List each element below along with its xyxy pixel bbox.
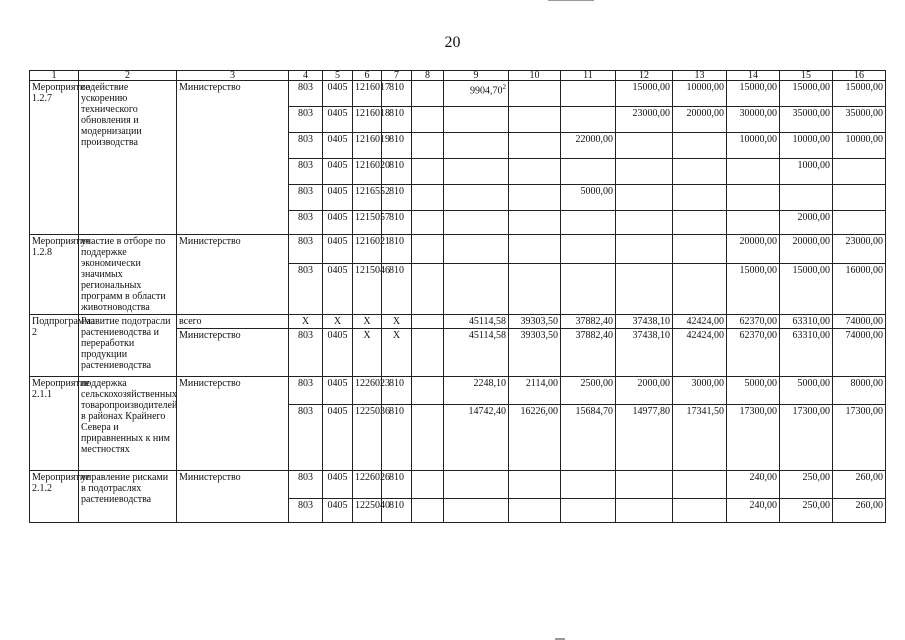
amount-cell: [780, 499, 833, 523]
amount-cell: [673, 133, 727, 159]
code-cell: 0405: [323, 329, 353, 377]
code-cell: 0405: [323, 471, 353, 499]
code-cell: 810: [382, 81, 412, 107]
header-cell: 10: [509, 71, 561, 81]
amount-cell: [833, 81, 886, 107]
amount-cell: [780, 471, 833, 499]
code-cell: 810: [382, 159, 412, 185]
code-cell: 803: [289, 159, 323, 185]
amount-cell: [673, 377, 727, 405]
amount-cell: [727, 405, 780, 471]
amount-value: 35000,00: [792, 108, 830, 119]
amount-cell: [444, 264, 509, 315]
amount-value: 5000,00: [580, 186, 613, 197]
amount-cell: [780, 405, 833, 471]
amount-cell: [509, 264, 561, 315]
code-cell: X: [323, 315, 353, 329]
amount-value: 15000,00: [792, 82, 830, 93]
code-cell: 0405: [323, 211, 353, 235]
amount-value: 15000,00: [792, 265, 830, 277]
amount-cell: [616, 235, 673, 264]
amount-cell: [780, 264, 833, 315]
amount-cell: [727, 315, 780, 329]
header-cell: 11: [561, 71, 616, 81]
amount-cell: [833, 133, 886, 159]
code-cell: 803: [289, 377, 323, 405]
amount-value: 260,00: [855, 472, 883, 483]
code-cell: 0405: [323, 235, 353, 264]
code-cell: 803: [289, 211, 323, 235]
amount-cell: [616, 133, 673, 159]
amount-value: 62370,00: [739, 330, 777, 341]
amount-cell: [509, 377, 561, 405]
code-cell: [412, 471, 444, 499]
amount-cell: [616, 405, 673, 471]
amount-value: 45114,58: [468, 316, 506, 327]
scan-mark-top: [548, 0, 594, 1]
amount-cell: [727, 133, 780, 159]
header-cell: 13: [673, 71, 727, 81]
measure-name-cell: Развитие подотрасли растениеводства и переработки продукции растениеводства: [79, 315, 177, 377]
amount-cell: [727, 235, 780, 264]
code-cell: 1216018: [353, 107, 382, 133]
amount-cell: [673, 107, 727, 133]
code-cell: 810: [382, 264, 412, 315]
code-cell: [412, 159, 444, 185]
amount-value: 2000,00: [797, 212, 830, 223]
code-cell: [412, 107, 444, 133]
amount-cell: [616, 211, 673, 235]
code-cell: 0405: [323, 133, 353, 159]
amount-cell: [561, 107, 616, 133]
amount-cell: [673, 211, 727, 235]
amount-value: 2000,00: [637, 378, 670, 389]
amount-cell: [727, 264, 780, 315]
footnote-mark: 2: [502, 83, 506, 91]
measure-name-cell: поддержка сельскохозяйственных товаропроизводителей в районах Крайнего Севера и приравненных к ним местностях: [79, 377, 177, 471]
amount-cell: [561, 159, 616, 185]
amount-value: 17300,00: [792, 406, 830, 417]
code-cell: [412, 185, 444, 211]
code-cell: 803: [289, 133, 323, 159]
amount-cell: [727, 211, 780, 235]
amount-cell: [833, 211, 886, 235]
amount-cell: [780, 235, 833, 264]
code-cell: 0405: [323, 81, 353, 107]
code-cell: 810: [382, 107, 412, 133]
amount-cell: [561, 185, 616, 211]
amount-cell: [509, 211, 561, 235]
header-cell: 15: [780, 71, 833, 81]
amount-value: 62370,00: [739, 316, 777, 327]
code-cell: 1216019: [353, 133, 382, 159]
code-cell: 1226026: [353, 471, 382, 499]
executor-cell: Министерство: [177, 329, 289, 377]
amount-cell: [616, 315, 673, 329]
executor-cell: Министерство: [177, 377, 289, 471]
amount-cell: [509, 315, 561, 329]
code-cell: X: [353, 315, 382, 329]
executor-cell: Министерство: [177, 81, 289, 235]
code-cell: X: [382, 315, 412, 329]
amount-cell: [833, 107, 886, 133]
amount-cell: [673, 405, 727, 471]
amount-value: 37438,10: [632, 316, 670, 327]
code-cell: 0405: [323, 405, 353, 471]
amount-cell: [561, 315, 616, 329]
code-cell: 803: [289, 329, 323, 377]
amount-cell: [616, 107, 673, 133]
amount-cell: [833, 315, 886, 329]
header-cell: 7: [382, 71, 412, 81]
header-row: [30, 71, 886, 81]
code-cell: 0405: [323, 159, 353, 185]
amount-value: 37438,10: [632, 330, 670, 341]
amount-cell: [780, 377, 833, 405]
amount-cell: [444, 235, 509, 264]
amount-value: 10000,00: [845, 134, 883, 145]
amount-cell: [444, 107, 509, 133]
code-cell: X: [353, 329, 382, 377]
amount-cell: [444, 159, 509, 185]
amount-cell: [780, 133, 833, 159]
amount-cell: [833, 159, 886, 185]
code-cell: 1216021: [353, 235, 382, 264]
amount-value: 63310,00: [792, 330, 830, 341]
code-cell: 803: [289, 405, 323, 471]
amount-value: 10000,00: [686, 82, 724, 93]
header-cell: 9: [444, 71, 509, 81]
amount-value: 17300,00: [845, 406, 883, 417]
amount-cell: [561, 377, 616, 405]
amount-value: 9904,70: [470, 85, 503, 97]
code-cell: 0405: [323, 264, 353, 315]
code-cell: 1226023: [353, 377, 382, 405]
header-cell: 1: [30, 71, 79, 81]
code-cell: 1225036: [353, 405, 382, 471]
amount-value: 30000,00: [739, 108, 777, 119]
amount-cell: [561, 264, 616, 315]
amount-cell: [561, 499, 616, 523]
amount-cell: [616, 185, 673, 211]
code-cell: 1216552: [353, 185, 382, 211]
amount-cell: [780, 159, 833, 185]
amount-cell: [727, 471, 780, 499]
code-cell: X: [382, 329, 412, 377]
header-cell: 2: [79, 71, 177, 81]
code-cell: [412, 235, 444, 264]
amount-cell: [673, 235, 727, 264]
amount-cell: [780, 81, 833, 107]
code-cell: 1225040: [353, 499, 382, 523]
amount-cell: [673, 315, 727, 329]
amount-value: 1000,00: [797, 160, 830, 171]
measure-code-cell: Мероприятие 1.2.8: [30, 235, 79, 315]
amount-value: 250,00: [802, 500, 830, 511]
amount-cell: [509, 159, 561, 185]
code-cell: 810: [382, 211, 412, 235]
amount-cell: [833, 185, 886, 211]
amount-cell: [444, 329, 509, 377]
amount-cell: [673, 329, 727, 377]
amount-cell: [444, 315, 509, 329]
amount-value: 10000,00: [792, 134, 830, 145]
code-cell: 1215057: [353, 211, 382, 235]
code-cell: [412, 264, 444, 315]
amount-cell: [616, 81, 673, 107]
amount-value: 20000,00: [792, 236, 830, 247]
amount-cell: [509, 329, 561, 377]
amount-cell: [780, 211, 833, 235]
amount-cell: [444, 377, 509, 405]
amount-cell: [727, 499, 780, 523]
amount-value: 23000,00: [632, 108, 670, 119]
amount-cell: [616, 159, 673, 185]
code-cell: 810: [382, 235, 412, 264]
code-cell: 1216017: [353, 81, 382, 107]
code-cell: 0405: [323, 107, 353, 133]
amount-cell: [833, 499, 886, 523]
amount-value: 16000,00: [845, 265, 883, 277]
code-cell: [412, 133, 444, 159]
amount-cell: [727, 81, 780, 107]
code-cell: 803: [289, 81, 323, 107]
amount-value: 35000,00: [845, 108, 883, 119]
amount-value: 10000,00: [739, 134, 777, 145]
amount-cell: [444, 499, 509, 523]
amount-value: 45114,58: [468, 330, 506, 341]
amount-value: 39303,50: [520, 330, 558, 341]
amount-cell: [673, 81, 727, 107]
table-row: [30, 377, 886, 405]
code-cell: 1216020: [353, 159, 382, 185]
amount-cell: [444, 133, 509, 159]
amount-value: 2114,00: [525, 378, 558, 389]
amount-value: 63310,00: [792, 316, 830, 327]
amount-cell: [561, 133, 616, 159]
amount-cell: [833, 471, 886, 499]
header-cell: 6: [353, 71, 382, 81]
amount-value: 250,00: [802, 472, 830, 483]
amount-value: 14977,80: [632, 406, 670, 417]
amount-cell: [833, 405, 886, 471]
amount-value: 74000,00: [845, 316, 883, 327]
amount-cell: [509, 107, 561, 133]
code-cell: 803: [289, 471, 323, 499]
amount-value: 15000,00: [632, 82, 670, 93]
amount-cell: [673, 185, 727, 211]
amount-cell: [509, 235, 561, 264]
amount-value: 3000,00: [691, 378, 724, 389]
amount-value: 74000,00: [845, 330, 883, 341]
code-cell: [412, 499, 444, 523]
code-cell: 810: [382, 405, 412, 471]
amount-cell: [727, 185, 780, 211]
measure-code-cell: Подпрограмма 2: [30, 315, 79, 377]
amount-cell: [616, 499, 673, 523]
amount-cell: [727, 107, 780, 133]
amount-value: 2248,10: [473, 378, 506, 389]
amount-value: 37882,40: [575, 330, 613, 341]
amount-cell: [673, 499, 727, 523]
amount-cell: [673, 159, 727, 185]
amount-value: 15000,00: [739, 265, 777, 277]
amount-cell: [727, 377, 780, 405]
amount-value: 20000,00: [686, 108, 724, 119]
amount-value: 14742,40: [468, 406, 506, 417]
header-cell: 12: [616, 71, 673, 81]
code-cell: 803: [289, 107, 323, 133]
code-cell: 810: [382, 133, 412, 159]
page-number: 20: [444, 34, 461, 51]
amount-value: 17341,50: [686, 406, 724, 417]
amount-cell: [509, 499, 561, 523]
amount-cell: [833, 329, 886, 377]
amount-value: 15000,00: [845, 82, 883, 93]
amount-cell: [616, 264, 673, 315]
code-cell: [412, 81, 444, 107]
code-cell: 803: [289, 499, 323, 523]
amount-cell: [444, 185, 509, 211]
budget-table: [29, 70, 886, 523]
amount-value: 23000,00: [845, 236, 883, 247]
amount-cell: [616, 377, 673, 405]
header-cell: 16: [833, 71, 886, 81]
amount-cell: [616, 471, 673, 499]
code-cell: 803: [289, 264, 323, 315]
amount-cell: [616, 329, 673, 377]
code-cell: 810: [382, 499, 412, 523]
amount-cell: [833, 264, 886, 315]
amount-cell: [509, 405, 561, 471]
measure-code-cell: Мероприятие 2.1.1: [30, 377, 79, 471]
amount-cell: [833, 377, 886, 405]
measure-name-cell: управление рисками в подотраслях растениеводства: [79, 471, 177, 523]
amount-cell: [561, 235, 616, 264]
amount-value: 37882,40: [575, 316, 613, 327]
amount-value: 240,00: [749, 500, 777, 511]
table-row: [30, 315, 886, 329]
code-cell: 0405: [323, 499, 353, 523]
amount-value: 5000,00: [797, 378, 830, 389]
code-cell: 803: [289, 185, 323, 211]
table-row: [30, 471, 886, 499]
table-row: [30, 81, 886, 107]
measure-code-cell: Мероприятие 1.2.7: [30, 81, 79, 235]
executor-cell: всего: [177, 315, 289, 329]
code-cell: 803: [289, 235, 323, 264]
amount-value: 2500,00: [580, 378, 613, 389]
amount-value: 15000,00: [739, 82, 777, 93]
header-cell: 4: [289, 71, 323, 81]
code-cell: X: [289, 315, 323, 329]
amount-cell: [509, 471, 561, 499]
amount-cell: [780, 329, 833, 377]
amount-value: 20000,00: [739, 236, 777, 247]
amount-value: 39303,50: [520, 316, 558, 327]
amount-cell: [727, 329, 780, 377]
amount-value: 260,00: [855, 500, 883, 511]
code-cell: 810: [382, 377, 412, 405]
amount-cell: [444, 211, 509, 235]
amount-value: 22000,00: [575, 134, 613, 145]
measure-code-cell: Мероприятие 2.1.2: [30, 471, 79, 523]
amount-cell: [561, 211, 616, 235]
amount-cell: [561, 405, 616, 471]
measure-name-cell: содействие ускорению технического обновления и модернизации производства: [79, 81, 177, 235]
amount-cell: [444, 81, 509, 107]
amount-cell: [561, 329, 616, 377]
header-cell: 8: [412, 71, 444, 81]
executor-cell: Министерство: [177, 471, 289, 523]
amount-value: 15684,70: [575, 406, 613, 417]
amount-cell: [673, 471, 727, 499]
header-cell: 3: [177, 71, 289, 81]
amount-cell: [673, 264, 727, 315]
amount-value: 8000,00: [850, 378, 883, 389]
code-cell: 1215046: [353, 264, 382, 315]
amount-cell: [780, 107, 833, 133]
amount-cell: [833, 235, 886, 264]
code-cell: [412, 315, 444, 329]
amount-value: 240,00: [749, 472, 777, 483]
amount-cell: [780, 185, 833, 211]
amount-cell: [509, 185, 561, 211]
amount-value: 42424,00: [686, 316, 724, 327]
code-cell: 0405: [323, 377, 353, 405]
table-row: [30, 235, 886, 264]
code-cell: [412, 377, 444, 405]
amount-cell: [561, 81, 616, 107]
amount-cell: [780, 315, 833, 329]
code-cell: 810: [382, 185, 412, 211]
code-cell: [412, 405, 444, 471]
amount-value: 17300,00: [739, 406, 777, 417]
amount-cell: [509, 81, 561, 107]
amount-cell: [509, 133, 561, 159]
amount-cell: [444, 471, 509, 499]
amount-value: 42424,00: [686, 330, 724, 341]
amount-value: 16226,00: [520, 406, 558, 417]
code-cell: 0405: [323, 185, 353, 211]
header-cell: 14: [727, 71, 780, 81]
code-cell: [412, 329, 444, 377]
amount-cell: [561, 471, 616, 499]
executor-cell: Министерство: [177, 235, 289, 315]
code-cell: [412, 211, 444, 235]
code-cell: 810: [382, 471, 412, 499]
amount-cell: [727, 159, 780, 185]
header-cell: 5: [323, 71, 353, 81]
amount-cell: [444, 405, 509, 471]
measure-name-cell: участие в отборе по поддержке экономически значимых региональных программ в области животноводства: [79, 235, 177, 315]
amount-value: 5000,00: [744, 378, 777, 389]
